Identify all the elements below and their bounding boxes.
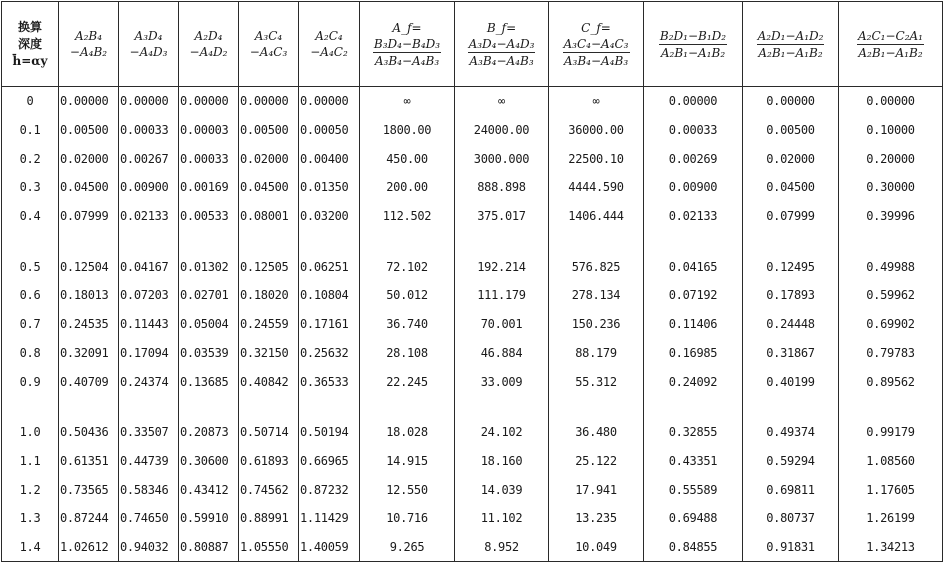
- table-cell: ∞: [360, 87, 455, 116]
- table-cell: 36.480: [549, 418, 644, 447]
- table-cell: 0.03539: [179, 339, 239, 368]
- table-cell: ∞: [549, 87, 644, 116]
- spacer-cell: [59, 396, 119, 418]
- table-row: [2, 533, 943, 562]
- column-header-5: [299, 2, 360, 87]
- fraction-numerator: A₃C₄−A₄C₃: [563, 36, 629, 51]
- table-cell: 17.941: [549, 475, 644, 504]
- table-cell: 1.08560: [839, 447, 943, 476]
- table-row: [2, 475, 943, 504]
- depth-cell: 1.1: [2, 447, 59, 476]
- spacer-cell: [2, 396, 59, 418]
- column-header-line: A₃D₄: [134, 29, 163, 43]
- table-cell: 10.716: [360, 504, 455, 533]
- column-header-fraction: [373, 36, 441, 69]
- column-header-fraction: [659, 28, 727, 61]
- depth-cell: 1.0: [2, 418, 59, 447]
- table-cell: 13.235: [549, 504, 644, 533]
- column-header-11: [839, 2, 943, 87]
- table-cell: 0.30000: [839, 173, 943, 202]
- table-cell: 0.10804: [299, 281, 360, 310]
- table-row: [2, 367, 943, 396]
- table-cell: 0.40709: [59, 367, 119, 396]
- table-cell: 0.05004: [179, 310, 239, 339]
- table-cell: 0.00500: [239, 116, 299, 145]
- table-cell: 3000.000: [455, 144, 549, 173]
- depth-cell: 0.5: [2, 252, 59, 281]
- spacer-row: [2, 230, 943, 252]
- table-cell: 0.00533: [179, 202, 239, 231]
- table-cell: 0.32091: [59, 339, 119, 368]
- depth-cell: 0: [2, 87, 59, 116]
- table-cell: 0.31867: [743, 339, 839, 368]
- table-cell: 14.039: [455, 475, 549, 504]
- table-cell: 18.028: [360, 418, 455, 447]
- table-cell: 0.99179: [839, 418, 943, 447]
- table-cell: 450.00: [360, 144, 455, 173]
- table-cell: 11.102: [455, 504, 549, 533]
- table-cell: 0.02000: [239, 144, 299, 173]
- fraction-numerator: A₃D₄−A₄D₃: [468, 36, 535, 51]
- spacer-cell: [360, 230, 455, 252]
- table-cell: 1406.444: [549, 202, 644, 231]
- spacer-cell: [179, 230, 239, 252]
- column-header-2: [119, 2, 179, 87]
- table-row: [2, 87, 943, 116]
- table-cell: 0.04167: [119, 252, 179, 281]
- table-row: [2, 504, 943, 533]
- table-cell: 9.265: [360, 533, 455, 562]
- spacer-cell: [119, 396, 179, 418]
- spacer-cell: [360, 396, 455, 418]
- table-cell: 0.17094: [119, 339, 179, 368]
- table-cell: 0.04165: [644, 252, 743, 281]
- table-cell: 1800.00: [360, 116, 455, 145]
- table-cell: 0.07999: [743, 202, 839, 231]
- table-cell: 0.66965: [299, 447, 360, 476]
- table-cell: 22.245: [360, 367, 455, 396]
- table-cell: 0.00000: [839, 87, 943, 116]
- table-cell: 0.69811: [743, 475, 839, 504]
- table-cell: 0.44739: [119, 447, 179, 476]
- column-header-line: 深度: [17, 36, 42, 51]
- table-cell: 0.87232: [299, 475, 360, 504]
- table-cell: 18.160: [455, 447, 549, 476]
- fraction-numerator: B₂D₁−B₁D₂: [659, 28, 727, 43]
- column-header-7: [455, 2, 549, 87]
- table-cell: 0.00267: [119, 144, 179, 173]
- column-header-line: −A₄B₂: [69, 45, 108, 59]
- table-cell: 0.79783: [839, 339, 943, 368]
- column-header-line: A₂B₄: [74, 29, 103, 43]
- table-row: [2, 173, 943, 202]
- table-cell: 0.02133: [644, 202, 743, 231]
- table-cell: 1.34213: [839, 533, 943, 562]
- table-row: [2, 252, 943, 281]
- spacer-cell: [119, 230, 179, 252]
- column-header-line: A₂C₄: [315, 29, 343, 43]
- column-header-line: −A₄D₂: [189, 45, 228, 59]
- table-cell: 0.94032: [119, 533, 179, 562]
- depth-cell: 0.6: [2, 281, 59, 310]
- fraction-denominator: A₂B₁−A₁B₂: [858, 45, 923, 60]
- table-cell: 14.915: [360, 447, 455, 476]
- table-cell: 0.11443: [119, 310, 179, 339]
- table-cell: 888.898: [455, 173, 549, 202]
- depth-cell: 0.8: [2, 339, 59, 368]
- table-cell: 0.55589: [644, 475, 743, 504]
- table-cell: 0.06251: [299, 252, 360, 281]
- column-header-line: −A₄D₃: [129, 45, 168, 59]
- table-cell: 0.50714: [239, 418, 299, 447]
- table-cell: 0.24374: [119, 367, 179, 396]
- depth-cell: 0.7: [2, 310, 59, 339]
- table-row: [2, 339, 943, 368]
- column-header-fraction: [563, 36, 630, 69]
- table-cell: 0.00000: [239, 87, 299, 116]
- table-cell: 0.00000: [743, 87, 839, 116]
- table-cell: 0.18013: [59, 281, 119, 310]
- table-cell: 150.236: [549, 310, 644, 339]
- fraction-denominator: A₃B₄−A₄B₃: [374, 53, 440, 68]
- table-row: [2, 310, 943, 339]
- spacer-cell: [299, 230, 360, 252]
- table-cell: 0.00000: [59, 87, 119, 116]
- table-cell: 0.00169: [179, 173, 239, 202]
- column-header-prefix: B_f=: [486, 20, 517, 35]
- table-cell: 0.84855: [644, 533, 743, 562]
- spacer-cell: [59, 230, 119, 252]
- table-cell: 0.00033: [119, 116, 179, 145]
- table-cell: 22500.10: [549, 144, 644, 173]
- table-cell: 0.49374: [743, 418, 839, 447]
- table-cell: 0.00000: [644, 87, 743, 116]
- table-header: [2, 2, 943, 87]
- table-cell: 0.33507: [119, 418, 179, 447]
- table-cell: 0.00003: [179, 116, 239, 145]
- table-cell: 0.40199: [743, 367, 839, 396]
- table-cell: 375.017: [455, 202, 549, 231]
- fraction-denominator: A₂B₁−A₁B₂: [758, 45, 823, 60]
- table-row: [2, 447, 943, 476]
- column-header-line: −A₄C₂: [310, 45, 348, 59]
- table-cell: 0.00033: [179, 144, 239, 173]
- header-row: [2, 2, 943, 87]
- table-cell: 24000.00: [455, 116, 549, 145]
- spacer-cell: [299, 396, 360, 418]
- spacer-cell: [839, 230, 943, 252]
- table-cell: 0.89562: [839, 367, 943, 396]
- column-header-line: A₂D₄: [194, 29, 223, 43]
- depth-cell: 0.9: [2, 367, 59, 396]
- column-header-prefix: A_f=: [392, 20, 422, 35]
- table-cell: 1.02612: [59, 533, 119, 562]
- table-cell: 0.24535: [59, 310, 119, 339]
- table-body: [2, 87, 943, 562]
- table-cell: 0.00900: [644, 173, 743, 202]
- table-cell: 0.24448: [743, 310, 839, 339]
- column-header-line: A₃C₄: [254, 29, 283, 43]
- table-cell: 70.001: [455, 310, 549, 339]
- table-cell: 0.12495: [743, 252, 839, 281]
- table-cell: 28.108: [360, 339, 455, 368]
- table-cell: 50.012: [360, 281, 455, 310]
- column-header-4: [239, 2, 299, 87]
- depth-cell: 1.2: [2, 475, 59, 504]
- depth-cell: 0.1: [2, 116, 59, 145]
- table-cell: 0.24559: [239, 310, 299, 339]
- table-cell: 0.59962: [839, 281, 943, 310]
- table-cell: 192.214: [455, 252, 549, 281]
- column-header-1: [59, 2, 119, 87]
- table-cell: 0.87244: [59, 504, 119, 533]
- depth-cell: 0.4: [2, 202, 59, 231]
- table-cell: 8.952: [455, 533, 549, 562]
- table-cell: 0.12504: [59, 252, 119, 281]
- table-cell: 0.04500: [239, 173, 299, 202]
- table-cell: 0.01350: [299, 173, 360, 202]
- spacer-cell: [455, 230, 549, 252]
- table-cell: 0.02000: [743, 144, 839, 173]
- table-cell: 72.102: [360, 252, 455, 281]
- table-cell: 0.00500: [59, 116, 119, 145]
- column-header-fraction: [468, 36, 536, 69]
- column-header-fraction: [757, 28, 825, 61]
- table-cell: 0.74562: [239, 475, 299, 504]
- spacer-cell: [743, 230, 839, 252]
- table-cell: 200.00: [360, 173, 455, 202]
- column-header-10: [743, 2, 839, 87]
- column-header-line: h̄=αy: [12, 53, 48, 68]
- table-cell: 0.25632: [299, 339, 360, 368]
- table-cell: 111.179: [455, 281, 549, 310]
- table-row: [2, 202, 943, 231]
- table-cell: 0.58346: [119, 475, 179, 504]
- table-cell: 0.59294: [743, 447, 839, 476]
- spacer-row: [2, 396, 943, 418]
- table-cell: 0.69488: [644, 504, 743, 533]
- spacer-cell: [644, 396, 743, 418]
- table-cell: 0.43412: [179, 475, 239, 504]
- spacer-cell: [644, 230, 743, 252]
- table-cell: 0.61351: [59, 447, 119, 476]
- table-row: [2, 281, 943, 310]
- table-cell: 0.73565: [59, 475, 119, 504]
- column-header-0: [2, 2, 59, 87]
- table-cell: 0.74650: [119, 504, 179, 533]
- table-cell: 0.17161: [299, 310, 360, 339]
- table-cell: 0.00900: [119, 173, 179, 202]
- table-cell: 0.69902: [839, 310, 943, 339]
- fraction-denominator: A₂B₁−A₁B₂: [660, 45, 726, 60]
- table-cell: 0.40842: [239, 367, 299, 396]
- column-header-fraction: [857, 28, 924, 61]
- table-cell: 112.502: [360, 202, 455, 231]
- table-cell: 0.10000: [839, 116, 943, 145]
- table-cell: 0.49988: [839, 252, 943, 281]
- column-header-line: −A₄C₃: [249, 45, 288, 59]
- fraction-numerator: A₂D₁−A₁D₂: [757, 28, 824, 43]
- table-cell: 46.884: [455, 339, 549, 368]
- coefficient-table: [1, 1, 943, 562]
- table-cell: 0.00050: [299, 116, 360, 145]
- column-header-prefix: C_f=: [581, 20, 611, 35]
- table-row: [2, 116, 943, 145]
- spacer-cell: [2, 230, 59, 252]
- table-cell: 0.00000: [179, 87, 239, 116]
- table-cell: 0.59910: [179, 504, 239, 533]
- table-cell: 0.04500: [59, 173, 119, 202]
- table-cell: 0.01302: [179, 252, 239, 281]
- table-cell: 36000.00: [549, 116, 644, 145]
- table-cell: 0.17893: [743, 281, 839, 310]
- column-header-6: [360, 2, 455, 87]
- fraction-denominator: A₃B₄−A₄B₃: [563, 53, 629, 68]
- table-cell: 1.11429: [299, 504, 360, 533]
- table-cell: 0.80737: [743, 504, 839, 533]
- table-cell: 0.03200: [299, 202, 360, 231]
- table-cell: 55.312: [549, 367, 644, 396]
- table-cell: 0.00033: [644, 116, 743, 145]
- table-row: [2, 144, 943, 173]
- table-cell: 0.80887: [179, 533, 239, 562]
- table-cell: 4444.590: [549, 173, 644, 202]
- fraction-numerator: B₃D₄−B₄D₃: [373, 36, 441, 51]
- column-header-9: [644, 2, 743, 87]
- table-cell: 576.825: [549, 252, 644, 281]
- table-cell: 0.07999: [59, 202, 119, 231]
- table-cell: 0.11406: [644, 310, 743, 339]
- table-cell: 0.50436: [59, 418, 119, 447]
- table-cell: 1.05550: [239, 533, 299, 562]
- table-cell: 0.00400: [299, 144, 360, 173]
- table-cell: 0.00500: [743, 116, 839, 145]
- table-cell: 0.12505: [239, 252, 299, 281]
- depth-cell: 0.3: [2, 173, 59, 202]
- table-cell: 12.550: [360, 475, 455, 504]
- column-header-3: [179, 2, 239, 87]
- table-cell: 33.009: [455, 367, 549, 396]
- table-cell: 0.00269: [644, 144, 743, 173]
- table-cell: 0.00000: [299, 87, 360, 116]
- table-cell: 0.16985: [644, 339, 743, 368]
- spacer-cell: [743, 396, 839, 418]
- table-cell: 0.61893: [239, 447, 299, 476]
- table-cell: 0.88991: [239, 504, 299, 533]
- table-cell: 0.07203: [119, 281, 179, 310]
- table-cell: 0.43351: [644, 447, 743, 476]
- table-cell: 0.36533: [299, 367, 360, 396]
- table-cell: 0.02000: [59, 144, 119, 173]
- table-cell: 0.24092: [644, 367, 743, 396]
- table-cell: 1.26199: [839, 504, 943, 533]
- fraction-denominator: A₃B₄−A₄B₃: [469, 53, 534, 68]
- table-cell: 0.13685: [179, 367, 239, 396]
- table-cell: 0.08001: [239, 202, 299, 231]
- table-cell: 0.00000: [119, 87, 179, 116]
- table-cell: 0.20000: [839, 144, 943, 173]
- table-cell: 10.049: [549, 533, 644, 562]
- table-cell: 0.07192: [644, 281, 743, 310]
- table-cell: 0.02701: [179, 281, 239, 310]
- spacer-cell: [549, 396, 644, 418]
- spacer-cell: [179, 396, 239, 418]
- table-cell: ∞: [455, 87, 549, 116]
- table-cell: 0.39996: [839, 202, 943, 231]
- table-cell: 0.04500: [743, 173, 839, 202]
- spacer-cell: [239, 230, 299, 252]
- spacer-cell: [455, 396, 549, 418]
- table-cell: 0.18020: [239, 281, 299, 310]
- spacer-cell: [239, 396, 299, 418]
- depth-cell: 0.2: [2, 144, 59, 173]
- table-cell: 1.17605: [839, 475, 943, 504]
- depth-cell: 1.4: [2, 533, 59, 562]
- depth-cell: 1.3: [2, 504, 59, 533]
- table-row: [2, 418, 943, 447]
- table-cell: 88.179: [549, 339, 644, 368]
- table-cell: 36.740: [360, 310, 455, 339]
- column-header-line: 换算: [17, 19, 42, 34]
- table-cell: 0.30600: [179, 447, 239, 476]
- table-cell: 0.50194: [299, 418, 360, 447]
- fraction-numerator: A₂C₁−C₂A₁: [858, 28, 923, 43]
- table-cell: 1.40059: [299, 533, 360, 562]
- spacer-cell: [549, 230, 644, 252]
- table-cell: 0.91831: [743, 533, 839, 562]
- table-cell: 0.32855: [644, 418, 743, 447]
- spacer-cell: [839, 396, 943, 418]
- table-cell: 278.134: [549, 281, 644, 310]
- table-cell: 0.20873: [179, 418, 239, 447]
- table-cell: 0.32150: [239, 339, 299, 368]
- table-cell: 24.102: [455, 418, 549, 447]
- table-cell: 25.122: [549, 447, 644, 476]
- table-cell: 0.02133: [119, 202, 179, 231]
- column-header-8: [549, 2, 644, 87]
